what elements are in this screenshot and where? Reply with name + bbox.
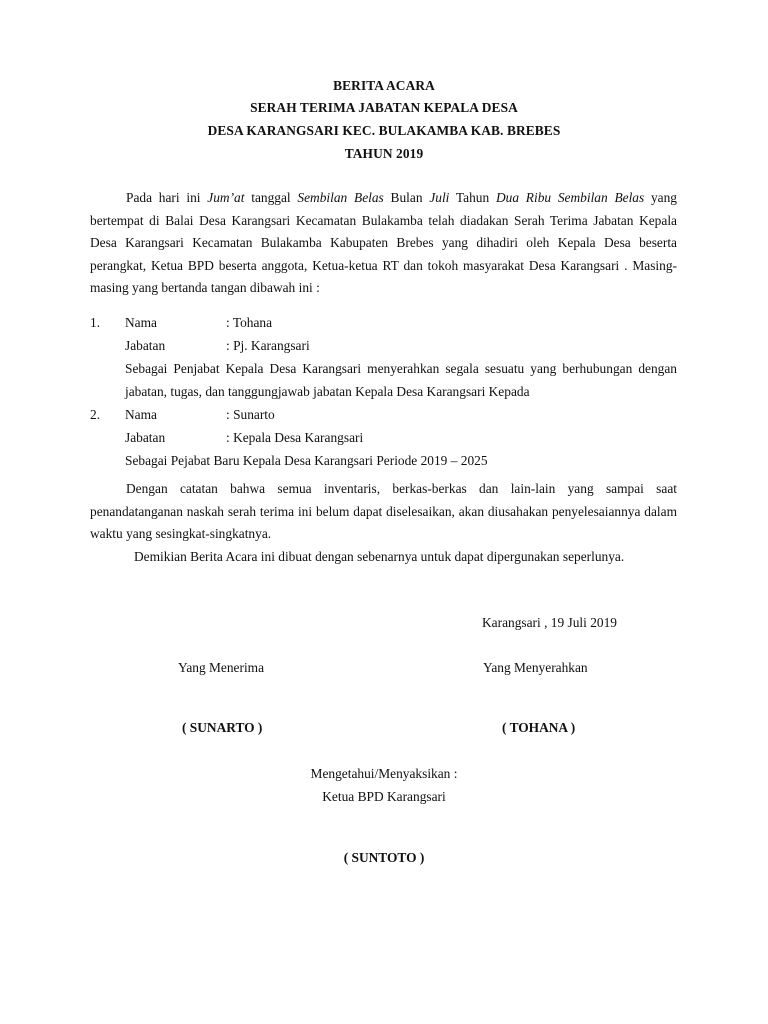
- heading-location: DESA KARANGSARI KEC. BULAKAMBA KAB. BREBES: [207, 123, 561, 138]
- party-1-name-value: : Tohana: [226, 315, 273, 330]
- opening-month: Juli: [429, 190, 450, 205]
- party-1-number: 1.: [90, 315, 101, 330]
- party-2-name-value: : Sunarto: [226, 407, 275, 422]
- opening-paragraph: [90, 187, 677, 300]
- party-2-number: 2.: [90, 407, 101, 422]
- receiver-name: ( SUNARTO ): [182, 720, 263, 735]
- closing-text: Demikian Berita Acara ini dibuat dengan sebenarnya untuk dapat dipergunakan seperlunya.: [134, 549, 625, 564]
- giver-label: Yang Menyerahkan: [483, 660, 588, 675]
- witness-title: Ketua BPD Karangsari: [322, 789, 446, 804]
- party-2-position-label: Jabatan: [125, 430, 166, 445]
- opening-text-2: tanggal: [244, 190, 298, 205]
- heading-subtitle: SERAH TERIMA JABATAN KEPALA DESA: [250, 100, 518, 115]
- heading-year: TAHUN 2019: [344, 146, 424, 161]
- party-2-description: Sebagai Pejabat Baru Kepala Desa Karangsari Periode 2019 – 2025: [125, 453, 488, 468]
- party-1-description: Sebagai Penjabat Kepala Desa Karangsari menyerahkan segala sesuatu yang berhubungan dengan jabatan, tugas, dan tanggungjawab jabatan Kepala Desa Karangsari Kepada: [125, 361, 677, 399]
- opening-text-4: Tahun: [449, 190, 496, 205]
- party-2-name-label: Nama: [125, 407, 157, 422]
- place-date: Karangsari , 19 Juli 2019: [482, 615, 617, 630]
- party-1-name-label: Nama: [125, 315, 157, 330]
- receiver-label: Yang Menerima: [178, 660, 265, 675]
- party-1-position-value: : Pj. Karangsari: [226, 338, 310, 353]
- opening-text-5: yang bertempat di Balai Desa Karangsari Kecamatan Bulakamba telah diadakan Serah Terima Jabatan Kepala Desa Karangsari Kecamatan Bulakamba Kabupaten Brebes yang dihadiri oleh Kepala Desa beserta perangkat, Ketua BPD beserta anggota, Ketua-ketua RT dan tokoh masyarakat Desa Karangsari . Masing-masing yang bertanda tangan dibawah ini :: [90, 190, 677, 295]
- opening-text-1: Pada hari ini: [126, 190, 208, 205]
- note-text: Dengan catatan bahwa semua inventaris, berkas-berkas dan lain-lain yang sampai saat penandatanganan naskah serah terima ini belum dapat diselesaikan, akan diusahakan penyelesaiannya dalam waktu yang sesingkat-singkatnya.: [90, 481, 677, 541]
- witness-label: Mengetahui/Menyaksikan :: [310, 766, 458, 781]
- closing-paragraph: [90, 546, 677, 569]
- opening-day: Jum’at: [207, 190, 245, 205]
- note-paragraph: [90, 478, 677, 546]
- party-2-position-value: : Kepala Desa Karangsari: [226, 430, 364, 445]
- giver-name: ( TOHANA ): [502, 720, 576, 735]
- heading-title: BERITA ACARA: [333, 78, 435, 93]
- opening-year-words: Dua Ribu Sembilan Belas: [495, 190, 645, 205]
- opening-date-words: Sembilan Belas: [297, 190, 384, 205]
- party-1-position-label: Jabatan: [125, 338, 166, 353]
- witness-name: ( SUNTOTO ): [343, 850, 425, 865]
- opening-text-3: Bulan: [383, 190, 430, 205]
